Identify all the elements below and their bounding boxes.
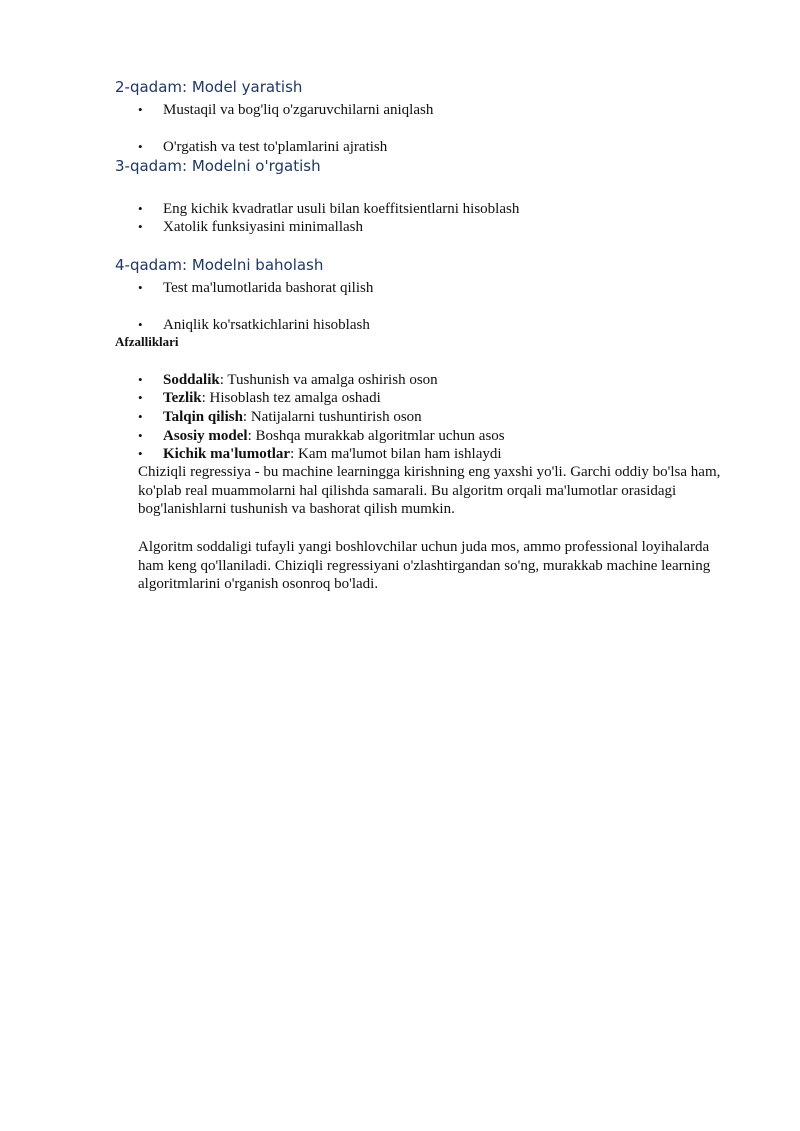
advantage-item (138, 389, 381, 407)
bullet-icon: • (138, 317, 143, 332)
list-item (138, 279, 373, 297)
advantages-label: Afzalliklari (115, 334, 179, 349)
advantage-term: Talqin qilish (163, 409, 243, 425)
bullet-icon: • (138, 102, 143, 117)
conclusion-paragraph-1: Chiziqli regressiya - bu machine learningga kirishning eng yaxshi yo'li. Garchi oddiy bo'lsa ham, ko'plab real muammolarni hal qilishda samarali. Bu algoritm orqali ma'lumotlar orasidagi bog'lanishlarni tushunish va bashorat qilish mumkin. (138, 464, 721, 517)
advantage-text: : Natijalarni tushuntirish oson (242, 409, 422, 425)
list-item (138, 200, 519, 218)
list-item-text: Mustaqil va bog'liq o'zgaruvchilarni aniqlash (163, 102, 434, 118)
advantage-item (138, 427, 505, 445)
bullet-icon: • (138, 280, 143, 295)
list-item-text: Test ma'lumotlarida bashorat qilish (163, 280, 374, 296)
advantage-term: Asosiy model (163, 428, 248, 444)
list-item-text: O'rgatish va test to'plamlarini ajratish (163, 139, 388, 155)
bullet-icon: • (138, 219, 143, 234)
bullet-icon: • (138, 372, 143, 387)
list-item-text: Xatolik funksiyasini minimallash (163, 219, 363, 235)
advantage-item (138, 408, 422, 426)
list-item (138, 316, 370, 334)
bullet-icon: • (138, 139, 143, 154)
advantage-text: : Boshqa murakkab algoritmlar uchun asos (247, 428, 505, 444)
advantage-term: Kichik ma'lumotlar (163, 446, 291, 462)
bullet-icon: • (138, 409, 143, 424)
bullet-icon: • (138, 446, 143, 461)
step-3-heading: 3-qadam: Modelni o'rgatish (115, 157, 321, 175)
conclusion-paragraph-2: Algoritm soddaligi tufayli yangi boshlovchilar uchun juda mos, ammo professional loyihalarda ham keng qo'llaniladi. Chiziqli regressiyani o'zlashtirgandan so'ng, murakkab machine learning algoritmlarini o'rganish osonroq bo'ladi. (138, 539, 711, 592)
list-item-text: Eng kichik kvadratlar usuli bilan koeffitsientlarni hisoblash (163, 201, 520, 217)
list-item (138, 138, 387, 156)
advantage-text: : Kam ma'lumot bilan ham ishlaydi (290, 446, 502, 462)
advantage-item (138, 371, 438, 389)
advantage-item (138, 445, 502, 463)
step-4-heading: 4-qadam: Modelni baholash (115, 256, 324, 274)
advantage-term: Soddalik (163, 372, 220, 388)
list-item (138, 101, 433, 119)
bullet-icon: • (138, 201, 143, 216)
advantage-term: Tezlik (163, 390, 202, 406)
bullet-icon: • (138, 428, 143, 443)
advantage-text: : Hisoblash tez amalga oshadi (201, 390, 381, 406)
bullet-icon: • (138, 390, 143, 405)
step-2-heading: 2-qadam: Model yaratish (115, 78, 303, 96)
list-item (138, 218, 363, 236)
list-item-text: Aniqlik ko'rsatkichlarini hisoblash (163, 317, 370, 333)
advantage-text: : Tushunish va amalga oshirish oson (219, 372, 438, 388)
